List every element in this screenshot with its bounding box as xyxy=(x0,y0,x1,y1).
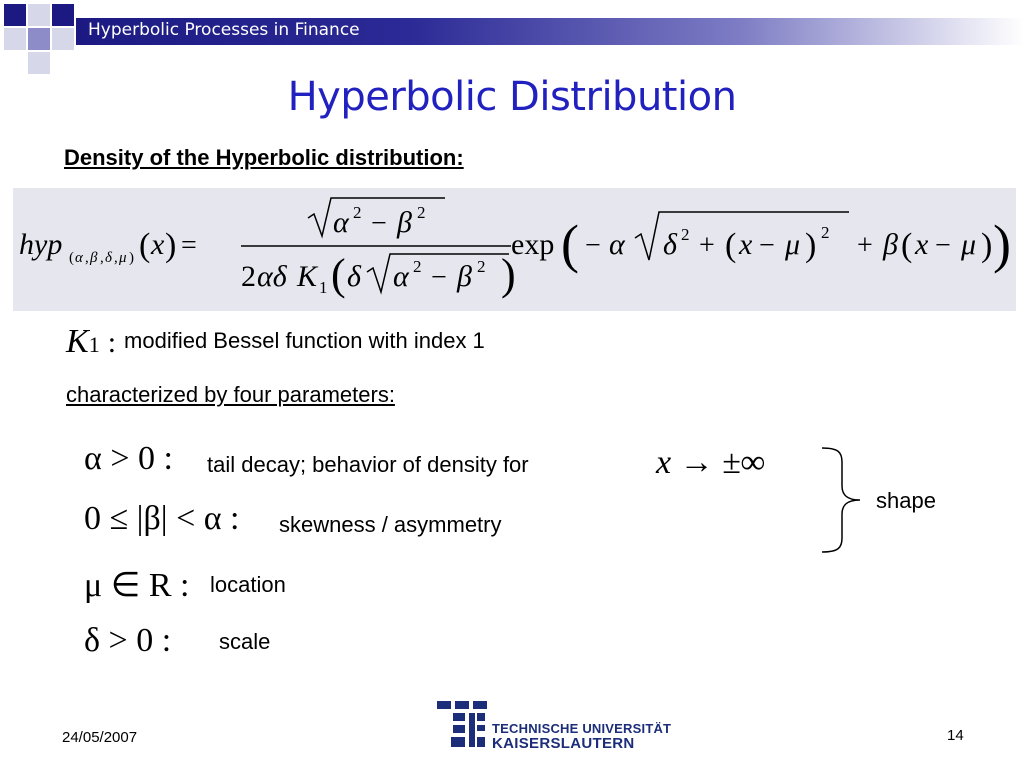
svg-text:μ: μ xyxy=(961,228,977,261)
svg-text:2: 2 xyxy=(821,223,830,242)
svg-text:αδ: αδ xyxy=(257,260,287,293)
svg-text:): ) xyxy=(993,214,1011,274)
svg-text:): ) xyxy=(501,250,516,299)
param-delta-expr: δ > 0 : xyxy=(84,622,172,659)
svg-text:(: ( xyxy=(561,214,579,274)
svg-text:(: ( xyxy=(69,250,74,266)
logo-line2: KAISERSLAUTERN xyxy=(492,735,635,752)
k1-symbol: K xyxy=(66,323,89,360)
density-formula xyxy=(13,188,1016,311)
svg-text:x: x xyxy=(739,228,753,261)
svg-text:(: ( xyxy=(725,227,737,264)
svg-text:2: 2 xyxy=(681,225,690,244)
slide-title: Hyperbolic Distribution xyxy=(287,74,737,120)
svg-text:+: + xyxy=(857,230,873,261)
corner-square xyxy=(28,4,50,26)
svg-text:−: − xyxy=(371,208,387,239)
svg-text:,: , xyxy=(85,250,89,266)
svg-text:β: β xyxy=(397,206,412,239)
svg-text:μ: μ xyxy=(785,228,801,261)
svg-text:−: − xyxy=(759,230,775,261)
corner-square xyxy=(28,52,50,74)
shape-label: shape xyxy=(876,488,936,513)
param-beta-description: skewness / asymmetry xyxy=(279,512,502,537)
corner-square xyxy=(4,28,26,50)
svg-text:μ: μ xyxy=(119,250,127,266)
tu-kaiserslautern-logo-icon xyxy=(437,701,487,749)
svg-text:δ: δ xyxy=(347,260,361,293)
svg-text:+: + xyxy=(699,230,715,261)
right-brace-icon xyxy=(812,446,868,554)
svg-text:K: K xyxy=(297,260,318,293)
params-heading: characterized by four parameters: xyxy=(66,382,395,407)
svg-text:−: − xyxy=(935,230,951,261)
param-alpha-description: tail decay; behavior of density for xyxy=(207,452,529,477)
svg-text:−: − xyxy=(431,262,447,293)
k1-colon: : xyxy=(107,326,117,359)
svg-text:exp: exp xyxy=(511,228,555,261)
svg-text:δ: δ xyxy=(105,250,112,266)
density-heading: Density of the Hyperbolic distribution: xyxy=(64,145,464,170)
svg-text:β: β xyxy=(457,260,472,293)
footer-page-number: 14 xyxy=(947,727,964,744)
param-alpha-expr: α > 0 : xyxy=(84,440,173,477)
svg-text:2: 2 xyxy=(477,257,486,276)
param-mu-expr: μ ∈ R : xyxy=(84,567,190,604)
footer-date: 24/05/2007 xyxy=(62,729,138,746)
svg-text:,: , xyxy=(100,250,104,266)
svg-text:−: − xyxy=(585,230,601,261)
svg-text:,: , xyxy=(114,250,118,266)
svg-text:1: 1 xyxy=(319,278,328,297)
corner-square xyxy=(4,4,26,26)
svg-text:β: β xyxy=(883,228,898,261)
corner-square xyxy=(52,28,74,50)
svg-text:=: = xyxy=(181,230,197,261)
svg-text:δ: δ xyxy=(663,228,677,261)
svg-text:hyp: hyp xyxy=(19,228,63,261)
svg-text:β: β xyxy=(90,250,98,266)
svg-text:): ) xyxy=(165,227,177,264)
svg-text:(: ( xyxy=(139,227,151,264)
formula-box xyxy=(13,188,1016,311)
svg-text:2: 2 xyxy=(417,203,426,222)
svg-text:α: α xyxy=(333,206,349,239)
param-beta-expr: 0 ≤ |β| < α : xyxy=(84,500,240,537)
svg-text:(: ( xyxy=(331,250,346,299)
svg-text:2: 2 xyxy=(241,260,256,293)
svg-text:x: x xyxy=(151,228,165,261)
svg-text:α: α xyxy=(393,260,409,293)
param-delta-description: scale xyxy=(219,629,271,654)
logo-line1: TECHNISCHE UNIVERSITÄT xyxy=(492,721,672,736)
k1-definition xyxy=(66,323,485,361)
svg-text:2: 2 xyxy=(353,203,362,222)
svg-text:x: x xyxy=(915,228,929,261)
corner-square xyxy=(52,4,74,26)
svg-text:): ) xyxy=(129,250,134,266)
svg-text:α: α xyxy=(75,250,83,266)
header-title: Hyperbolic Processes in Finance xyxy=(88,20,360,40)
param-mu-description: location xyxy=(210,572,286,597)
svg-text:): ) xyxy=(981,227,993,264)
svg-text:): ) xyxy=(805,227,817,264)
k1-subscript: 1 xyxy=(88,332,100,357)
corner-square xyxy=(28,28,50,50)
svg-text:(: ( xyxy=(901,227,913,264)
limit-expression: x → ±∞ xyxy=(656,444,765,481)
svg-text:2: 2 xyxy=(413,257,422,276)
svg-text:α: α xyxy=(609,228,625,261)
k1-description: modified Bessel function with index 1 xyxy=(124,328,485,353)
